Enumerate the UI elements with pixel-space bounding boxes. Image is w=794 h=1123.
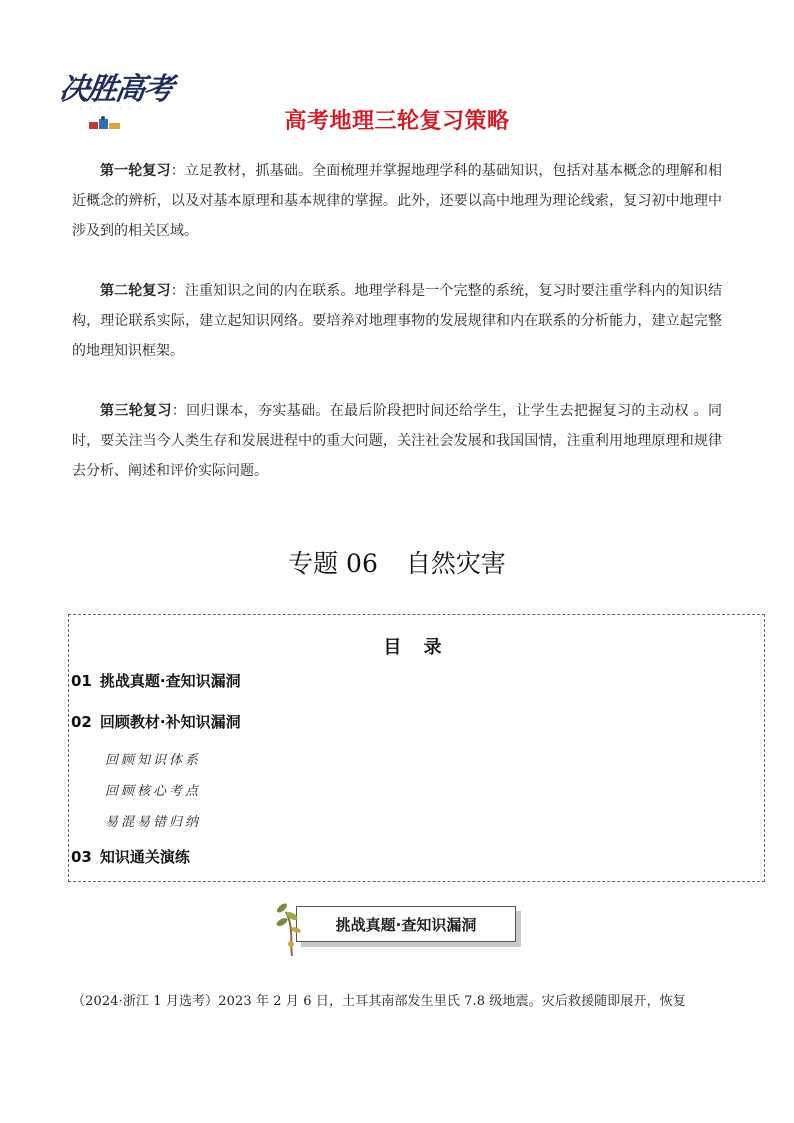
toc-item[interactable] bbox=[71, 846, 190, 867]
toc-item-label: 知识通关演练 bbox=[99, 848, 190, 866]
paragraph-label: 第三轮复习 bbox=[100, 403, 172, 419]
toc-subitem[interactable]: 回顾核心考点 bbox=[105, 784, 202, 799]
table-of-contents bbox=[68, 614, 765, 882]
banner-label: 挑战真题·查知识漏洞 bbox=[335, 916, 477, 934]
paragraph-round-1 bbox=[72, 156, 722, 246]
toc-heading: 目 录 bbox=[383, 637, 450, 658]
paragraph-text: ：注重知识之间的内在联系。地理学科是一个完整的系统，复习时要注重学科内的知识结构，理论联系实际，建立起知识网络。要培养对地理事物的发展规律和内在联系的分析能力，建立起完整的地理知识框架。 bbox=[72, 283, 723, 359]
toc-item-label: 挑战真题·查知识漏洞 bbox=[99, 672, 241, 690]
toc-item[interactable] bbox=[71, 670, 241, 691]
paragraph-text: ：回归课本，夯实基础。在最后阶段把时间还给学生，让学生去把握复习的主动权 。同时，要关注当今人类生存和发展进程中的重大问题，关注社会发展和我国国情，注重利用地理原理和规律去分析、阐述和评价实际问题。 bbox=[72, 403, 722, 479]
toc-item[interactable] bbox=[71, 711, 241, 732]
toc-item-label: 回顾教材·补知识漏洞 bbox=[99, 713, 241, 731]
topic-title bbox=[0, 544, 794, 580]
toc-subitem[interactable]: 回顾知识体系 bbox=[105, 753, 202, 768]
topic-label: 专题 06 bbox=[288, 549, 378, 578]
document-title: 高考地理三轮复习策略 bbox=[284, 109, 510, 134]
paragraph-label: 第二轮复习 bbox=[100, 283, 171, 299]
paragraph-round-3 bbox=[72, 396, 722, 486]
leaf-branch-icon bbox=[272, 898, 312, 958]
paragraph-label: 第一轮复习 bbox=[100, 163, 171, 179]
toc-item-number: 01 bbox=[71, 672, 92, 690]
toc-item-number: 02 bbox=[71, 713, 92, 731]
banner-plate bbox=[296, 906, 516, 942]
logo-subtext: · · · · · · · bbox=[80, 106, 144, 113]
toc-item-number: 03 bbox=[71, 848, 92, 866]
topic-name: 自然灾害 bbox=[405, 549, 506, 578]
question-intro: （2024·浙江 1 月选考）2023 年 2 月 6 日，土耳其南部发生里氏 7.8 级地震。灾后救援随即展开，恢复 bbox=[72, 994, 686, 1009]
section-banner bbox=[272, 898, 522, 958]
paragraph-round-2 bbox=[72, 276, 722, 366]
toc-subitem[interactable]: 易混易错归纳 bbox=[105, 815, 202, 830]
paragraph-text: ：立足教材，抓基础。全面梳理并掌握地理学科的基础知识，包括对基本概念的理解和相近概念的辨析，以及对基本原理和基本规律的掌握。此外，还要以高中地理为理论线索，复习初中地理中涉及到的相关区域。 bbox=[72, 163, 723, 239]
logo-text: 决胜高考 bbox=[57, 72, 174, 107]
